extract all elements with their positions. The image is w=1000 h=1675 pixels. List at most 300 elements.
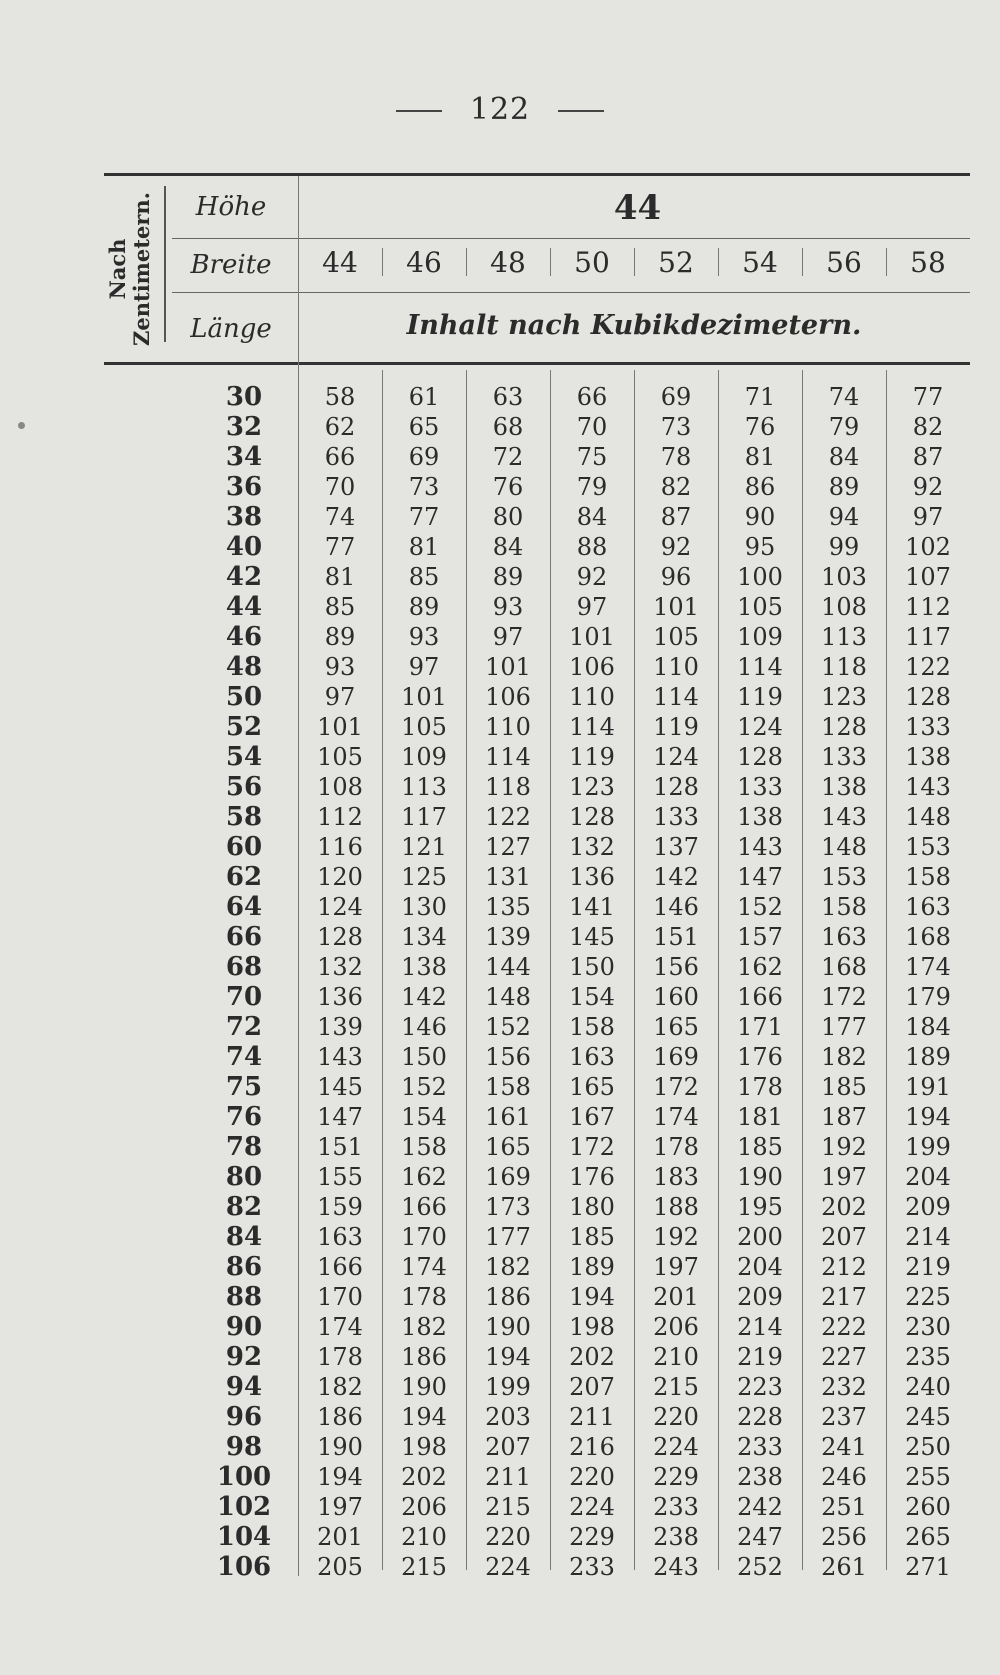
volume-cell: 153 [821,863,867,891]
volume-cell: 214 [737,1313,783,1341]
length-cell: 60 [225,832,263,862]
volume-cell: 80 [492,503,524,531]
volume-cell: 156 [653,953,699,981]
length-cell: 56 [225,772,263,802]
volume-cell: 224 [485,1553,531,1581]
volume-cell: 106 [569,653,615,681]
volume-cell: 205 [317,1553,363,1581]
column-separator [802,248,803,276]
volume-cell: 62 [324,413,356,441]
volume-cell: 168 [905,923,951,951]
volume-cell: 191 [905,1073,951,1101]
table-row [190,862,970,892]
table-row [190,1222,970,1252]
volume-cell: 197 [653,1253,699,1281]
header-divider-2 [172,292,970,293]
table-row [190,832,970,862]
volume-cell: 233 [569,1553,615,1581]
volume-cell: 207 [821,1223,867,1251]
volume-cell: 97 [912,503,944,531]
column-separator [382,248,383,276]
volume-cell: 152 [737,893,783,921]
volume-cell: 169 [485,1163,531,1191]
volume-cell: 112 [317,803,363,831]
volume-cell: 139 [485,923,531,951]
table-row [190,1522,970,1552]
volume-cell: 77 [324,533,356,561]
volume-cell: 212 [821,1253,867,1281]
volume-cell: 76 [744,413,776,441]
volume-cell: 256 [821,1523,867,1551]
table-row [190,592,970,622]
volume-cell: 194 [485,1343,531,1371]
breite-value: 44 [322,246,358,279]
table-row [190,472,970,502]
volume-cell: 203 [485,1403,531,1431]
volume-cell: 251 [821,1493,867,1521]
volume-cell: 101 [485,653,531,681]
volume-cell: 100 [737,563,783,591]
volume-cell: 71 [744,383,776,411]
volume-cell: 107 [905,563,951,591]
length-cell: 46 [225,622,263,652]
volume-cell: 178 [737,1073,783,1101]
volume-cell: 174 [317,1313,363,1341]
volume-cell: 170 [401,1223,447,1251]
volume-cell: 136 [317,983,363,1011]
volume-cell: 271 [905,1553,951,1581]
volume-cell: 200 [737,1223,783,1251]
volume-cell: 195 [737,1193,783,1221]
volume-cell: 174 [905,953,951,981]
volume-cell: 143 [737,833,783,861]
volume-cell: 58 [324,383,356,411]
length-cell: 50 [225,682,263,712]
volume-cell: 150 [569,953,615,981]
volume-cell: 97 [576,593,608,621]
volume-cell: 242 [737,1493,783,1521]
volume-cell: 137 [653,833,699,861]
volume-cell: 241 [821,1433,867,1461]
volume-cell: 74 [324,503,356,531]
volume-cell: 182 [401,1313,447,1341]
volume-cell: 123 [821,683,867,711]
side-label-line2: Zentimetern. [129,192,154,346]
volume-cell: 198 [569,1313,615,1341]
breite-value: 56 [826,246,862,279]
volume-cell: 215 [401,1553,447,1581]
volume-cell: 177 [485,1223,531,1251]
length-cell: 74 [225,1042,263,1072]
length-cell: 38 [225,502,263,532]
volume-cell: 92 [660,533,692,561]
volume-cell: 110 [653,653,699,681]
volume-cell: 87 [912,443,944,471]
volume-cell: 81 [408,533,440,561]
volume-cell: 132 [569,833,615,861]
volume-cell: 163 [905,893,951,921]
volume-cell: 165 [485,1133,531,1161]
volume-cell: 225 [905,1283,951,1311]
volume-cell: 84 [576,503,608,531]
volume-cell: 232 [821,1373,867,1401]
volume-cell: 179 [905,983,951,1011]
table-row [190,1012,970,1042]
volume-cell: 116 [317,833,363,861]
volume-cell: 197 [317,1493,363,1521]
volume-cell: 112 [905,593,951,621]
volume-cell: 152 [401,1073,447,1101]
volume-cell: 66 [576,383,608,411]
table-row [190,922,970,952]
length-cell: 78 [225,1132,263,1162]
table-row [190,1132,970,1162]
volume-cell: 88 [576,533,608,561]
volume-cell: 123 [569,773,615,801]
table-row [190,1372,970,1402]
volume-cell: 176 [737,1043,783,1071]
table-row [190,892,970,922]
page-header [0,92,1000,127]
volume-cell: 105 [401,713,447,741]
table-row [190,502,970,532]
breite-value: 48 [490,246,526,279]
volume-cell: 130 [401,893,447,921]
volume-cell: 65 [408,413,440,441]
volume-cell: 211 [569,1403,615,1431]
volume-cell: 95 [744,533,776,561]
volume-cell: 146 [653,893,699,921]
volume-cell: 139 [317,1013,363,1041]
volume-cell: 113 [821,623,867,651]
volume-cell: 156 [485,1043,531,1071]
volume-cell: 190 [485,1313,531,1341]
header-bottom-rule [104,362,970,365]
volume-cell: 143 [821,803,867,831]
length-cell: 66 [225,922,263,952]
volume-cell: 220 [569,1463,615,1491]
volume-cell: 70 [324,473,356,501]
volume-cell: 136 [569,863,615,891]
volume-cell: 178 [401,1283,447,1311]
volume-cell: 89 [408,593,440,621]
length-cell: 44 [225,592,263,622]
volume-cell: 110 [569,683,615,711]
volume-cell: 165 [653,1013,699,1041]
volume-cell: 152 [485,1013,531,1041]
table-row [190,1462,970,1492]
volume-cell: 119 [653,713,699,741]
volume-cell: 173 [485,1193,531,1221]
volume-cell: 210 [653,1343,699,1371]
table-row [190,1072,970,1102]
volume-cell: 265 [905,1523,951,1551]
volume-cell: 113 [401,773,447,801]
volume-cell: 217 [821,1283,867,1311]
volume-cell: 69 [408,443,440,471]
column-separator [886,248,887,276]
volume-cell: 260 [905,1493,951,1521]
volume-cell: 246 [821,1463,867,1491]
volume-cell: 230 [905,1313,951,1341]
volume-cell: 143 [317,1043,363,1071]
volume-cell: 188 [653,1193,699,1221]
hoehe-value: 44 [613,188,662,228]
volume-cell: 186 [485,1283,531,1311]
table-row [190,562,970,592]
volume-cell: 120 [317,863,363,891]
volume-cell: 102 [905,533,951,561]
volume-cell: 227 [821,1343,867,1371]
table-row [190,1402,970,1432]
length-cell: 90 [225,1312,263,1342]
volume-cell: 151 [317,1133,363,1161]
volume-cell: 210 [401,1523,447,1551]
volume-cell: 243 [653,1553,699,1581]
volume-cell: 85 [408,563,440,591]
length-cell: 32 [225,412,263,442]
volume-cell: 229 [569,1523,615,1551]
volume-cell: 105 [317,743,363,771]
volume-cell: 122 [905,653,951,681]
volume-cell: 174 [401,1253,447,1281]
volume-cell: 84 [492,533,524,561]
volume-cell: 89 [492,563,524,591]
volume-cell: 141 [569,893,615,921]
volume-cell: 192 [821,1133,867,1161]
length-cell: 58 [225,802,263,832]
volume-cell: 124 [737,713,783,741]
volume-cell: 185 [737,1133,783,1161]
volume-cell: 147 [317,1103,363,1131]
volume-cell: 134 [401,923,447,951]
volume-cell: 81 [744,443,776,471]
volume-cell: 103 [821,563,867,591]
volume-cell: 77 [408,503,440,531]
volume-cell: 133 [737,773,783,801]
volume-cell: 84 [828,443,860,471]
column-separator [718,248,719,276]
volume-cell: 147 [737,863,783,891]
volume-cell: 154 [569,983,615,1011]
laenge-label: Länge [190,314,272,344]
volume-cell: 90 [744,503,776,531]
volume-cell: 108 [317,773,363,801]
side-label-line1: Nach [105,238,130,300]
volume-cell: 63 [492,383,524,411]
volume-cell: 78 [660,443,692,471]
table-row [190,982,970,1012]
volume-cell: 158 [485,1073,531,1101]
table-row [190,1282,970,1312]
volume-cell: 92 [912,473,944,501]
volume-cell: 138 [905,743,951,771]
volume-cell: 184 [905,1013,951,1041]
volume-cell: 237 [821,1403,867,1431]
volume-cell: 238 [737,1463,783,1491]
length-cell: 42 [225,562,263,592]
table-row [190,1552,970,1582]
volume-cell: 118 [821,653,867,681]
volume-cell: 118 [485,773,531,801]
volume-cell: 207 [569,1373,615,1401]
volume-cell: 159 [317,1193,363,1221]
volume-cell: 132 [317,953,363,981]
volume-cell: 133 [653,803,699,831]
length-cell: 68 [225,952,263,982]
length-cell: 80 [225,1162,263,1192]
table-row [190,1252,970,1282]
volume-cell: 143 [905,773,951,801]
volume-cell: 166 [317,1253,363,1281]
volume-cell: 183 [653,1163,699,1191]
volume-cell: 182 [317,1373,363,1401]
volume-cell: 101 [317,713,363,741]
volume-cell: 215 [653,1373,699,1401]
volume-cell: 229 [653,1463,699,1491]
volume-cell: 261 [821,1553,867,1581]
volume-cell: 155 [317,1163,363,1191]
volume-cell: 202 [569,1343,615,1371]
volume-cell: 186 [317,1403,363,1431]
column-separator [466,248,467,276]
volume-cell: 190 [317,1433,363,1461]
volume-cell: 128 [737,743,783,771]
volume-cell: 148 [821,833,867,861]
length-cell: 75 [225,1072,263,1102]
volume-cell: 127 [485,833,531,861]
volume-cell: 238 [653,1523,699,1551]
volume-cell: 93 [492,593,524,621]
length-cell: 82 [225,1192,263,1222]
table-row [190,652,970,682]
volume-cell: 240 [905,1373,951,1401]
volume-cell: 101 [569,623,615,651]
volume-cell: 171 [737,1013,783,1041]
breite-value: 52 [658,246,694,279]
length-cell: 36 [225,472,263,502]
volume-cell: 211 [485,1463,531,1491]
column-separator [550,248,551,276]
length-cell: 40 [225,532,263,562]
length-cell: 76 [225,1102,263,1132]
volume-cell: 180 [569,1193,615,1221]
table-row [190,382,970,412]
volume-cell: 202 [821,1193,867,1221]
volume-cell: 220 [485,1523,531,1551]
volume-cell: 224 [569,1493,615,1521]
volume-cell: 69 [660,383,692,411]
volume-cell: 150 [401,1043,447,1071]
volume-cell: 201 [653,1283,699,1311]
breite-value: 50 [574,246,610,279]
volume-cell: 97 [492,623,524,651]
volume-cell: 109 [737,623,783,651]
table-row [190,1162,970,1192]
volume-cell: 92 [576,563,608,591]
volume-cell: 206 [401,1493,447,1521]
volume-cell: 75 [576,443,608,471]
volume-cell: 163 [569,1043,615,1071]
volume-cell: 148 [905,803,951,831]
paper-smudge [18,422,25,429]
table-row [190,1342,970,1372]
volume-cell: 79 [828,413,860,441]
volume-cell: 145 [317,1073,363,1101]
breite-value: 54 [742,246,778,279]
length-cell: 34 [225,442,263,472]
table-row [190,412,970,442]
volume-cell: 194 [401,1403,447,1431]
length-cell: 92 [225,1342,263,1372]
volume-cell: 201 [317,1523,363,1551]
bracket-line [164,186,166,342]
volume-cell: 128 [821,713,867,741]
volume-cell: 138 [737,803,783,831]
volume-cell: 151 [653,923,699,951]
volume-cell: 194 [905,1103,951,1131]
length-cell: 84 [225,1222,263,1252]
volume-cell: 101 [653,593,699,621]
right-dash [558,110,604,112]
volume-cell: 185 [569,1223,615,1251]
volume-cell: 117 [905,623,951,651]
volume-cell: 252 [737,1553,783,1581]
table-row [190,1432,970,1462]
volume-cell: 73 [660,413,692,441]
breite-value: 58 [910,246,946,279]
length-cell: 94 [225,1372,263,1402]
volume-cell: 178 [317,1343,363,1371]
volume-cell: 128 [569,803,615,831]
length-cell: 88 [225,1282,263,1312]
volume-cell: 162 [401,1163,447,1191]
length-cell: 64 [225,892,263,922]
volume-cell: 128 [905,683,951,711]
volume-cell: 223 [737,1373,783,1401]
volume-cell: 81 [324,563,356,591]
volume-cell: 165 [569,1073,615,1101]
table-row [190,1492,970,1522]
volume-cell: 233 [737,1433,783,1461]
volume-cell: 177 [821,1013,867,1041]
volume-cell: 128 [653,773,699,801]
top-rule [104,173,970,176]
volume-cell: 110 [485,713,531,741]
volume-cell: 204 [737,1253,783,1281]
volume-cell: 158 [905,863,951,891]
table-row [190,772,970,802]
length-cell: 98 [225,1432,263,1462]
volume-cell: 174 [653,1103,699,1131]
length-cell: 62 [225,862,263,892]
volume-cell: 105 [737,593,783,621]
volume-cell: 170 [317,1283,363,1311]
volume-cell: 133 [905,713,951,741]
table-row [190,1042,970,1072]
volume-cell: 157 [737,923,783,951]
volume-cell: 85 [324,593,356,621]
volume-cell: 182 [821,1043,867,1071]
volume-cell: 187 [821,1103,867,1131]
volume-cell: 86 [744,473,776,501]
volume-cell: 172 [653,1073,699,1101]
volume-cell: 233 [653,1493,699,1521]
volume-cell: 79 [576,473,608,501]
length-cell: 102 [216,1492,272,1522]
volume-cell: 160 [653,983,699,1011]
volume-cell: 114 [485,743,531,771]
